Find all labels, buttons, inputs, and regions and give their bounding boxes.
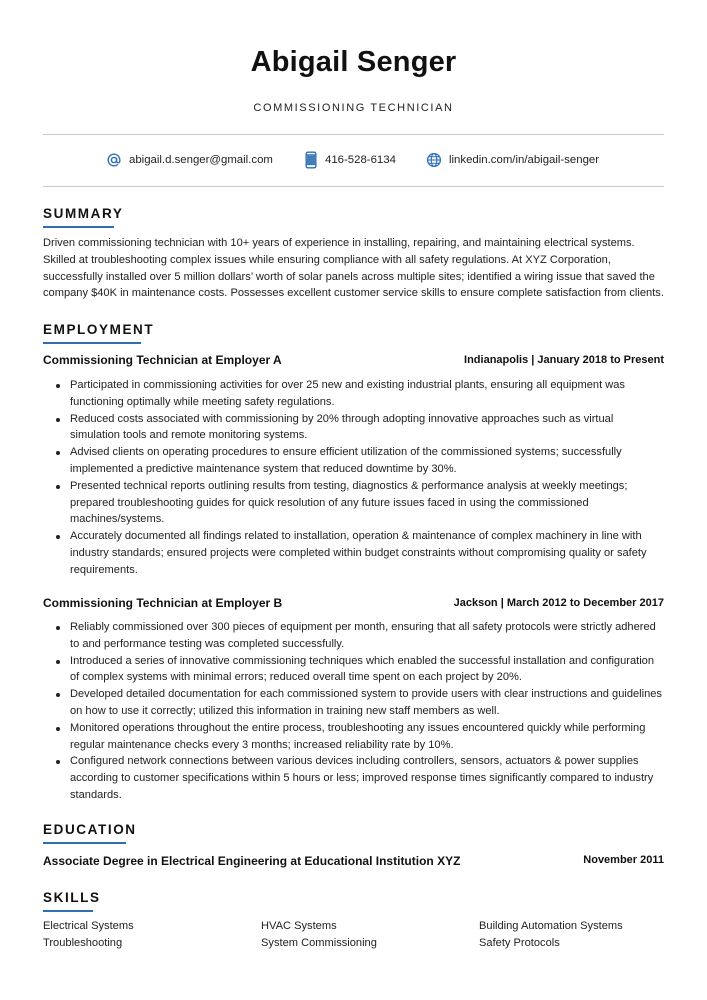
education-heading: EDUCATION	[43, 822, 137, 837]
job-dates-b: March 2012 to December 2017	[506, 597, 664, 609]
at-icon	[106, 152, 122, 168]
skills-grid	[43, 918, 664, 952]
summary-heading: SUMMARY	[43, 206, 124, 221]
list-item: Configured network connections between various devices including controllers, sensors, actuators & power supplies according to customer specifications within 5 hours or less; improved response times significantly compared to industry standards.	[43, 753, 664, 803]
summary-heading-underline	[43, 226, 114, 228]
header-divider-bottom	[43, 186, 664, 187]
job-dates-a: January 2018 to Present	[537, 354, 664, 366]
contact-email[interactable]	[106, 150, 273, 170]
job-title-header: COMMISSIONING TECHNICIAN	[253, 102, 454, 114]
degree-title: Associate Degree in Electrical Engineering at Educational Institution XYZ	[43, 854, 461, 868]
list-item: Monitored operations throughout the entire process, troubleshooting any issues encountered quickly while performing regular maintenance checks every 3 months; increased reliability rate by 10%.	[43, 720, 664, 754]
email-text: abigail.d.senger@gmail.com	[129, 154, 273, 166]
list-item: Participated in commissioning activities for over 25 new and existing industrial plants, ensuring all equipment was functioning optimally while meeting safety regulations.	[43, 377, 664, 411]
job-location-b: Jackson	[453, 597, 498, 609]
job-meta-b: Jackson | March 2012 to December 2017	[453, 597, 664, 609]
skill-item: Troubleshooting	[43, 936, 123, 949]
degree-date: November 2011	[583, 854, 664, 866]
contact-linkedin[interactable]	[426, 150, 599, 170]
globe-icon	[426, 152, 442, 168]
job-title-a: Commissioning Technician at Employer A	[43, 353, 282, 367]
job-bullets-b	[43, 619, 664, 804]
skills-heading: SKILLS	[43, 890, 101, 905]
header-divider-top	[43, 134, 664, 135]
list-item: Reliably commissioned over 300 pieces of equipment per month, ensuring that all safety protocols were strictly adhered to and performance testing was completed successfully.	[43, 619, 664, 653]
skill-item: Safety Protocols	[479, 936, 560, 949]
phone-icon	[304, 151, 318, 169]
list-item: Advised clients on operating procedures to ensure efficient utilization of the commissioned systems; successfully implemented a predictive maintenance system that reduced downtime by 30%.	[43, 444, 664, 478]
summary-text: Driven commissioning technician with 10+ years of experience in installing, repairing, and maintaining electrical systems. Skilled at troubleshooting complex issues while ensuring compliance with all safety regulations. At XYZ Corporation, successfully installed over 5 million dollars’ worth of solar panels across multiple sites; identified a wiring issue that saved the company $40K in maintenance costs. Possesses excellent customer service skills to ensure complete satisfaction from clients.	[43, 237, 664, 300]
contact-bar	[43, 150, 664, 170]
skills-heading-underline	[43, 910, 93, 912]
list-item: Presented technical reports outlining results from testing, diagnostics & performance analysis at weekly meetings; prepared troubleshooting guides for quick resolution of any future issues faced in using the commissioned machines/systems.	[43, 478, 664, 528]
skill-item: Electrical Systems	[43, 920, 134, 932]
list-item: Reduced costs associated with commissioning by 20% through adopting innovative approaches such as virtual simulation tools and remote monitoring systems.	[43, 411, 664, 445]
job-location-a: Indianapolis	[464, 354, 529, 366]
education-heading-underline	[43, 842, 126, 844]
skill-item: Building Automation Systems	[479, 920, 623, 932]
job-title-b: Commissioning Technician at Employer B	[43, 596, 283, 610]
candidate-name: Abigail Senger	[250, 46, 457, 78]
job-bullets-a	[43, 377, 664, 579]
skill-item: System Commissioning	[261, 936, 377, 949]
skill-item: HVAC Systems	[261, 920, 337, 932]
list-item: Developed detailed documentation for each commissioned system to provide users with clear instructions and guidelines on how to use it correctly; utilized this information in training new staff members as well.	[43, 686, 664, 720]
employment-heading-underline	[43, 342, 141, 344]
phone-text: 416-528-6134	[325, 154, 396, 166]
job-meta-a: Indianapolis | January 2018 to Present	[464, 354, 664, 366]
list-item: Accurately documented all findings related to installation, operation & maintenance of complex machinery in line with industry standards; ensured projects were completed within budget constraints without compromising quality or safety requirements.	[43, 528, 664, 578]
employment-heading: EMPLOYMENT	[43, 322, 155, 337]
list-item: Introduced a series of innovative commissioning techniques which enabled the successful installation and configuration of complex systems with minimal errors; reduced overall time spent on each project by 20%.	[43, 653, 664, 687]
contact-phone[interactable]	[304, 150, 396, 170]
linkedin-text: linkedin.com/in/abigail-senger	[449, 154, 600, 166]
